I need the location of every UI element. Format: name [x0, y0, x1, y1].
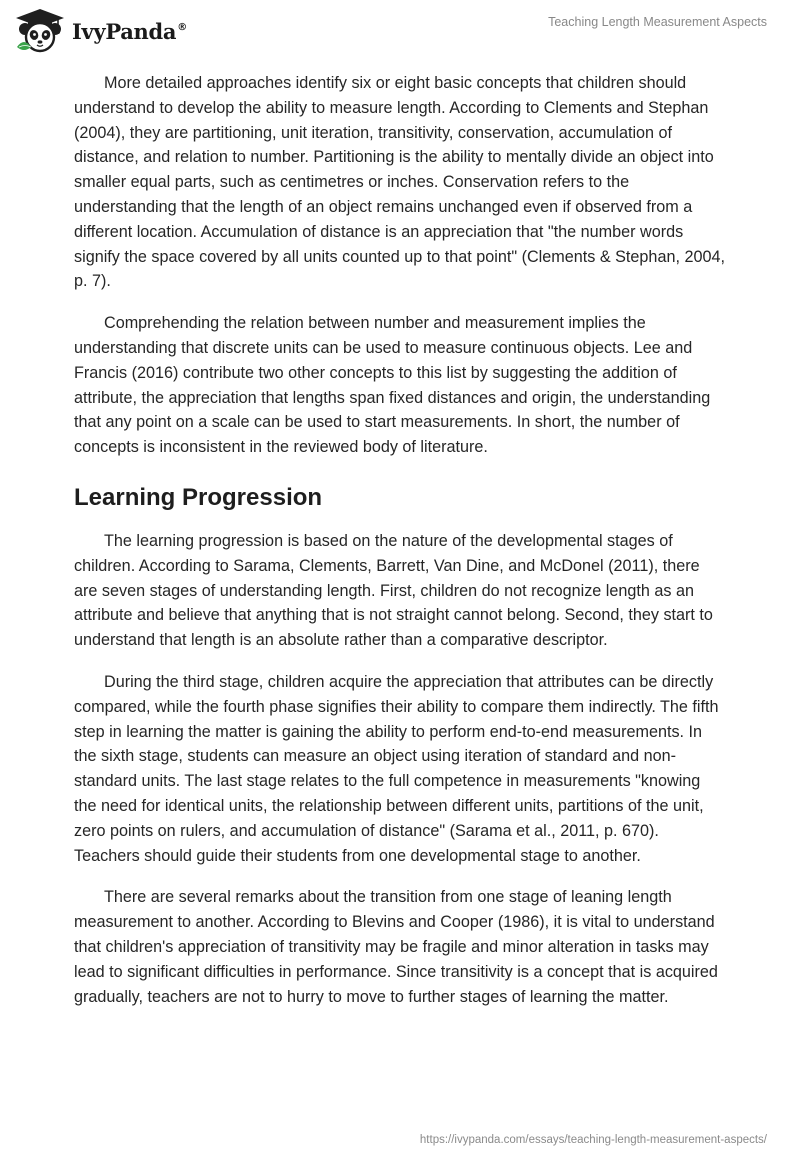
page-header [0, 0, 800, 62]
paragraph: There are several remarks about the transition from one stage of leaning length measurement to another. According to Blevins and Cooper (1986), it is vital to understand that children's appreciation of transitivity may be fragile and minor alteration in tasks may lead to significant difficulties in performance. Since transitivity is a concept that is acquired gradually, teachers are not to hurry to move to further stages of learning the matter. [74, 888, 718, 1006]
paragraph: During the third stage, children acquire the appreciation that attributes can be directly compared, while the fourth phase signifies their ability to compare them indirectly. The fifth step in learning the matter is gaining the ability to perform end-to-end measurements. In the sixth stage, students can measure an object using iteration of standard and non-standard units. The last stage relates to the full competence in measurements "knowing the need for identical units, the relationship between different units, partitions of the unit, zero points on rulers, and accumulation of distance" (Sarama et al., 2011, p. 670). Teachers should guide their students from one developmental stage to another. [74, 672, 719, 865]
footer-url[interactable]: https://ivypanda.com/essays/teaching-length-measurement-aspects/ [419, 1134, 767, 1146]
paragraph: The learning progression is based on the nature of the developmental stages of children. According to Sarama, Clements, Barrett, Van Dine, and McDonel (2011), there are seven stages of understanding length. First, children do not recognize length as an attribute and believe that anything that is not straight cannot belong. Second, they start to understand that length is an absolute rather than a comparative descriptor. [74, 531, 713, 650]
paragraph: More detailed approaches identify six or eight basic concepts that children should understand to develop the ability to measure length. According to Clements and Stephan (2004), they are partitioning, unit iteration, transitivity, conservation, accumulation of distance, and relation to number. Partitioning is the ability to mentally divide an object into smaller equal parts, such as centimetres or inches. Conservation refers to the understanding that the length of an object remains unchanged even if observed from a different location. Accumulation of distance is an appreciation that "the number words signify the space covered by all units counted up to that point" (Clements & Stephan, 2004, p. 7). [74, 74, 725, 291]
brand-name: IvyPanda® [72, 18, 187, 44]
panda-graduate-icon [14, 7, 66, 53]
paragraph: Comprehending the relation between number and measurement implies the understanding that discrete units can be used to measure continuous objects. Lee and Francis (2016) contribute two other concepts to this list by suggesting the addition of attribute, the appreciation that lengths span fixed distances and origin, the understanding that any point on a scale can be used to start measurements. In short, the number of concepts is inconsistent in the reviewed body of literature. [74, 314, 711, 457]
brand-logo[interactable] [14, 7, 187, 53]
section-heading: Learning Progression [74, 483, 323, 511]
article-body [74, 71, 726, 1026]
document-title: Teaching Length Measurement Aspects [548, 15, 767, 29]
registered-mark: ® [177, 21, 187, 33]
